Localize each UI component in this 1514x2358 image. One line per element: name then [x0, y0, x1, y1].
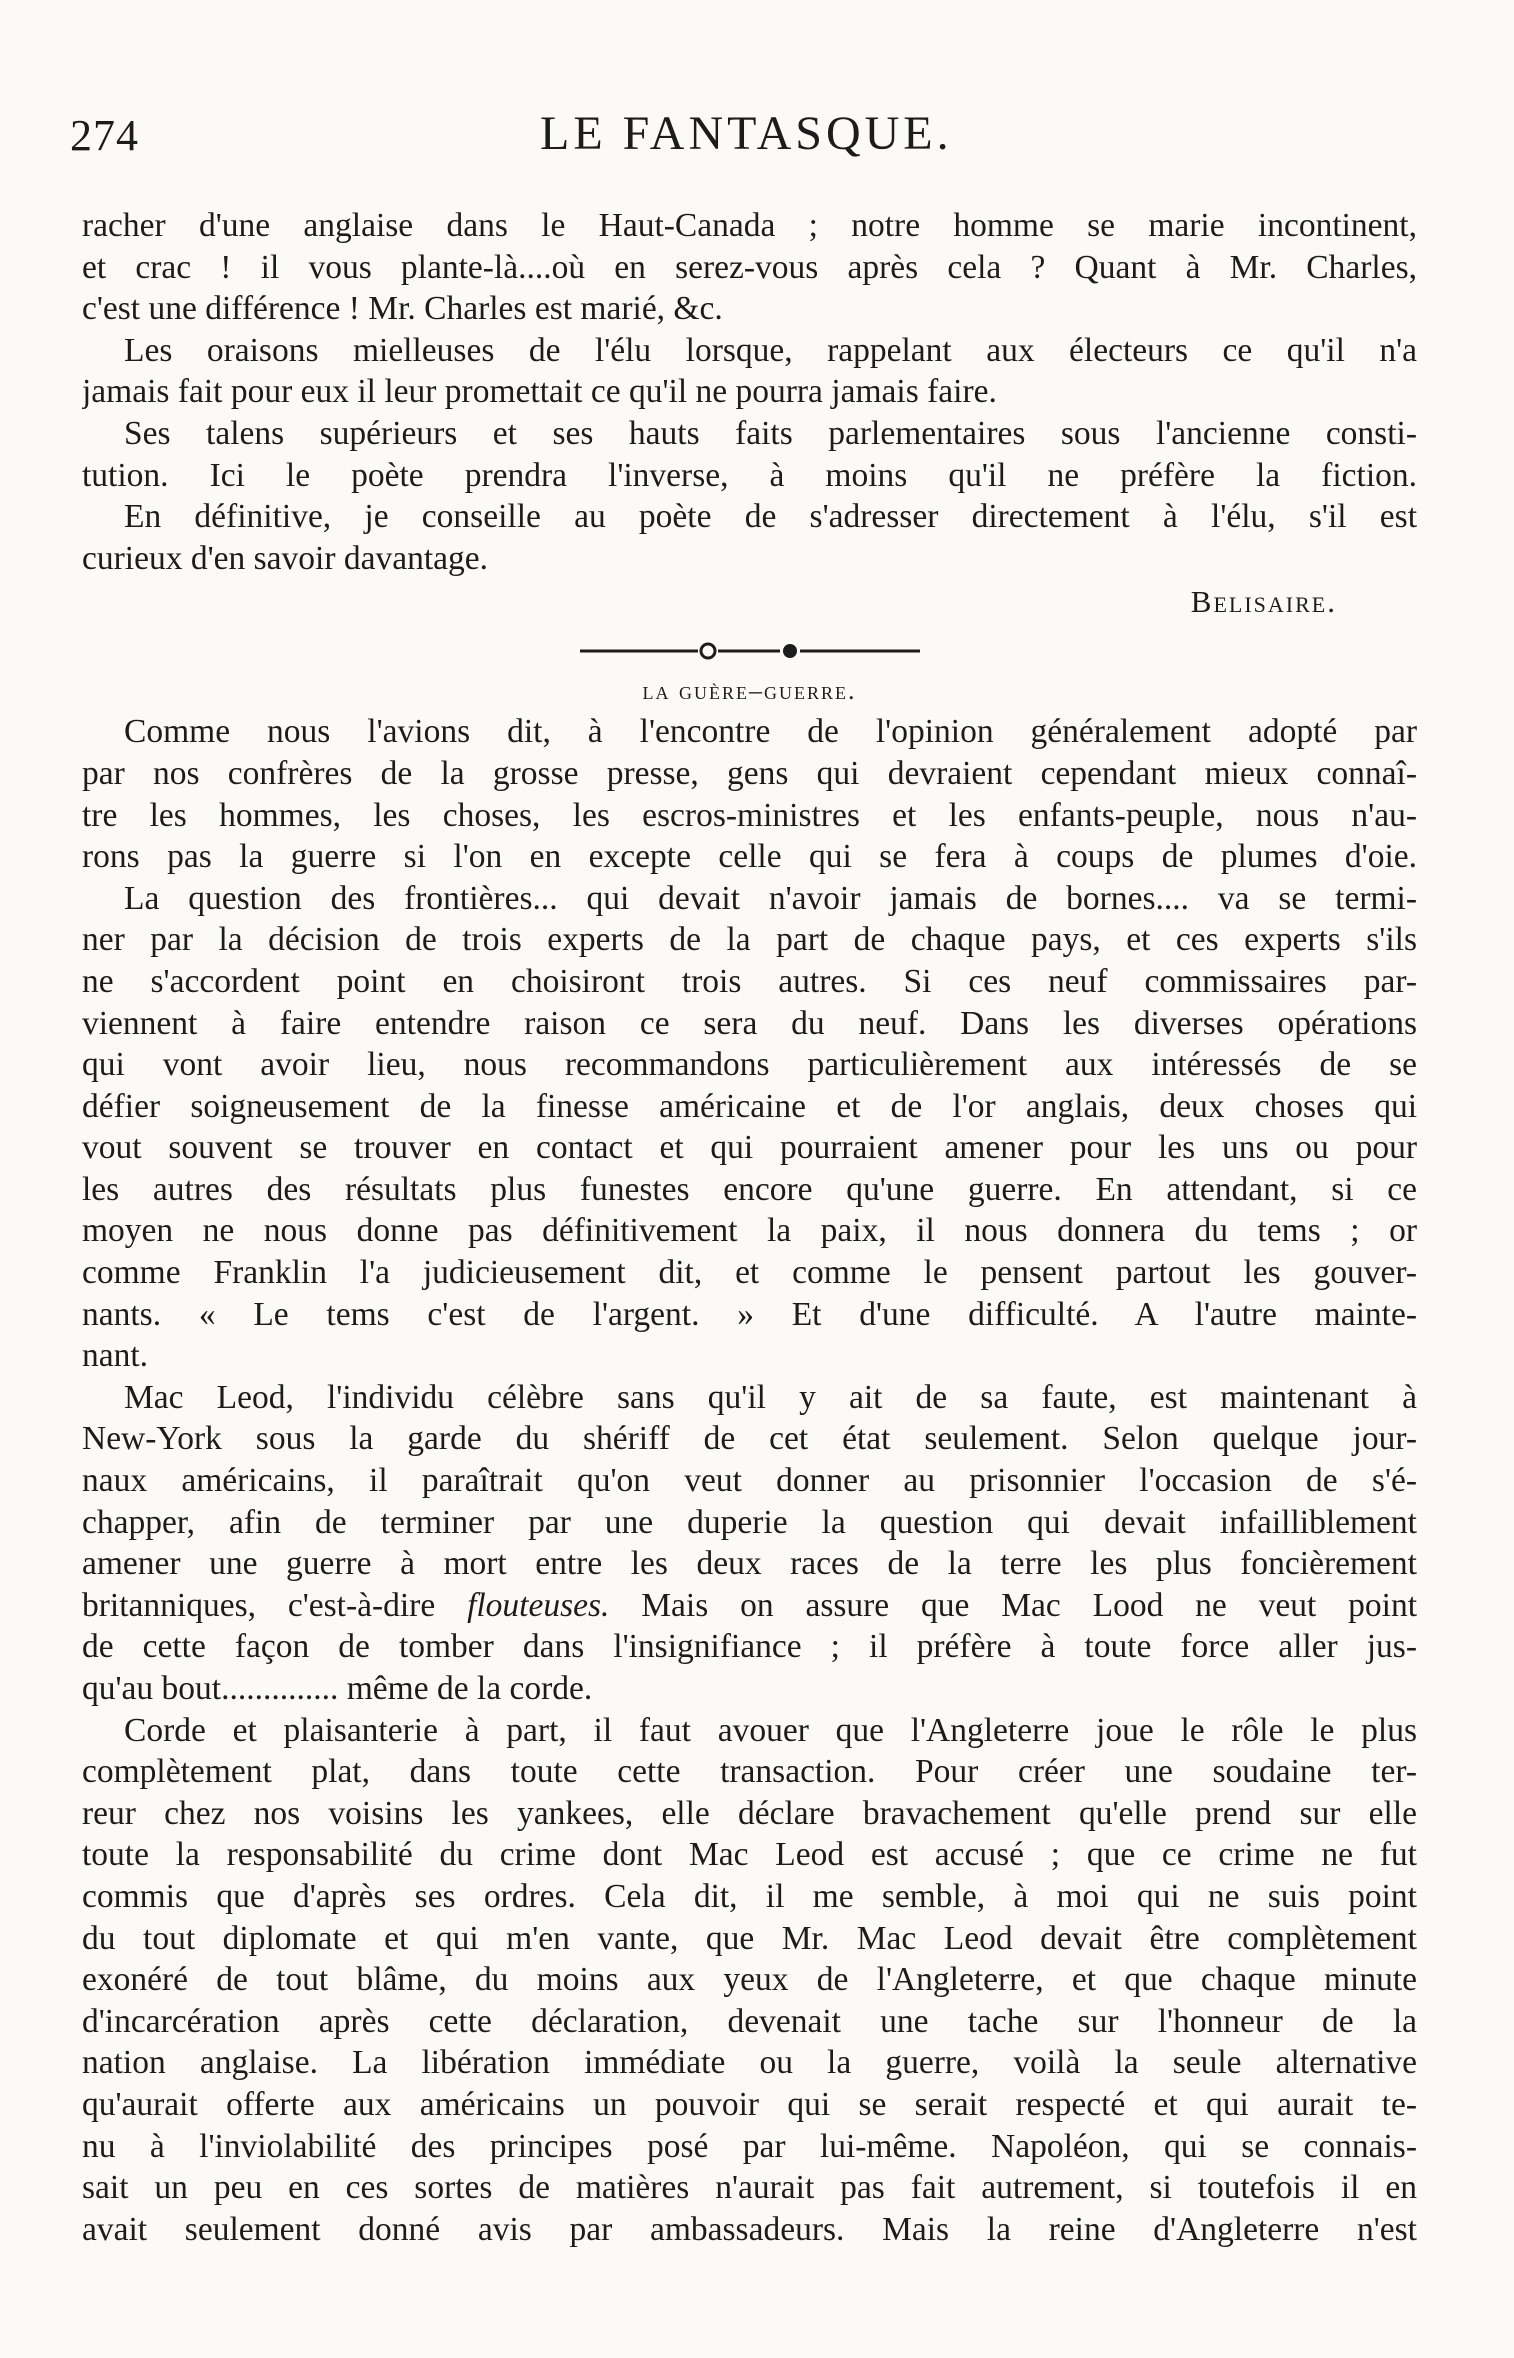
text-line: [82, 1585, 1417, 1627]
text-line: commis que d'après ses ordres. Cela dit, il me semble, à moi qui ne suis point: [82, 1877, 1417, 1915]
text-line: curieux d'en savoir davantage.: [82, 539, 489, 577]
text-line: ner par la décision de trois experts de la part de chaque pays, et ces experts s'ils: [82, 921, 1417, 959]
text-line: jamais fait pour eux il leur promettait ce qu'il ne pourra jamais faire.: [82, 373, 997, 411]
text-line: tre les hommes, les choses, les escros-ministres et les enfants-peuple, nous n'au-: [82, 796, 1417, 834]
page-header: [70, 107, 1430, 170]
italic-word: flouteuses.: [467, 1586, 610, 1624]
text-line: chapper, afin de terminer par une duperie la question qui devait infailliblement: [82, 1503, 1417, 1541]
text-fragment: Mais on assure que Mac Lood ne veut point: [609, 1586, 1417, 1624]
text-line: Les oraisons mielleuses de l'élu lorsque, rappelant aux électeurs ce qu'il n'a: [124, 331, 1417, 369]
text-line: nants. « Le tems c'est de l'argent. » Et d'une difficulté. A l'autre mainte-: [82, 1295, 1417, 1333]
text-line: Corde et plaisanterie à part, il faut avouer que l'Angleterre joue le rôle le plus: [124, 1711, 1417, 1749]
text-line: d'incarcération après cette déclaration, devenait une tache sur l'honneur de la: [82, 2002, 1417, 2040]
text-line: tution. Ici le poète prendra l'inverse, à moins qu'il ne préfère la fiction.: [82, 456, 1417, 494]
section-ornament: [82, 635, 1417, 669]
text-line: Comme nous l'avions dit, à l'encontre de l'opinion généralement adopté par: [124, 713, 1417, 751]
text-line: naux américains, il paraîtrait qu'on veut donner au prisonnier l'occasion de s'é-: [82, 1462, 1417, 1500]
signature: Belisaire.: [1190, 584, 1337, 620]
text-line: comme Franklin l'a judicieusement dit, et comme le pensent partout les gouver-: [82, 1254, 1417, 1292]
text-line: New-York sous la garde du shériff de cet état seulement. Selon quelque jour-: [82, 1420, 1417, 1458]
text-line: les autres des résultats plus funestes encore qu'une guerre. En attendant, si ce: [82, 1170, 1417, 1208]
text-line: défier soigneusement de la finesse américaine et de l'or anglais, deux choses qui: [82, 1087, 1417, 1125]
text-line: La question des frontières... qui devait n'avoir jamais de bornes.... va se termi-: [124, 879, 1417, 917]
text-line: c'est une différence ! Mr. Charles est marié, &c.: [82, 290, 723, 328]
body-text: [82, 205, 1417, 2250]
text-fragment: britanniques, c'est-à-dire: [82, 1586, 468, 1624]
page-number: 274: [70, 111, 139, 160]
text-line: toute la responsabilité du crime dont Mac Leod est accusé ; que ce crime ne fut: [82, 1836, 1417, 1874]
text-line: reur chez nos voisins les yankees, elle déclare bravachement qu'elle prend sur elle: [82, 1794, 1417, 1832]
text-line: nation anglaise. La libération immédiate ou la guerre, voilà la seule alternative: [82, 2044, 1417, 2082]
text-line: complètement plat, dans toute cette transaction. Pour créer une soudaine ter-: [82, 1753, 1417, 1791]
text-line: ne s'accordent point en choisiront trois autres. Si ces neuf commissaires par-: [82, 962, 1417, 1000]
text-line: moyen ne nous donne pas définitivement la paix, il nous donnera du tems ; or: [82, 1212, 1417, 1250]
text-line: nant.: [82, 1337, 149, 1375]
text-line: qu'aurait offerte aux américains un pouvoir qui se serait respecté et qui aurait te-: [82, 2085, 1417, 2123]
running-title: LE FANTASQUE.: [540, 107, 953, 160]
text-line: qu'au bout.............. même de la corde.: [82, 1670, 593, 1707]
text-line: vout souvent se trouver en contact et qui pourraient amener pour les uns ou pour: [82, 1129, 1417, 1167]
text-line: par nos confrères de la grosse presse, gens qui devraient cependant mieux connaî-: [82, 754, 1417, 792]
ornament-rule-icon: [580, 636, 920, 666]
text-line: de cette façon de tomber dans l'insignifiance ; il préfère à toute force aller jus-: [82, 1628, 1417, 1666]
text-line: du tout diplomate et qui m'en vante, que Mr. Mac Leod devait être complètement: [82, 1919, 1417, 1957]
section-title: la guère–guerre.: [642, 676, 857, 706]
text-line: avait seulement donné avis par ambassadeurs. Mais la reine d'Angleterre n'est: [82, 2210, 1417, 2248]
text-line: viennent à faire entendre raison ce sera du neuf. Dans les diverses opérations: [82, 1004, 1417, 1042]
text-line: rons pas la guerre si l'on en excepte celle qui se fera à coups de plumes d'oie.: [82, 838, 1417, 876]
text-line: exonéré de tout blâme, du moins aux yeux de l'Angleterre, et que chaque minute: [82, 1961, 1417, 1999]
text-line: Ses talens supérieurs et ses hauts faits parlementaires sous l'ancienne consti-: [124, 414, 1417, 452]
text-line: nu à l'inviolabilité des principes posé par lui-même. Napoléon, qui se connais-: [82, 2127, 1417, 2165]
text-line: Mac Leod, l'individu célèbre sans qu'il y ait de sa faute, est maintenant à: [124, 1378, 1417, 1416]
text-line: amener une guerre à mort entre les deux races de la terre les plus foncièrement: [82, 1545, 1417, 1583]
text-line: En définitive, je conseille au poète de s'adresser directement à l'élu, s'il est: [124, 498, 1417, 536]
text-line: qui vont avoir lieu, nous recommandons particulièrement aux intéressés de se: [82, 1046, 1417, 1084]
text-line: racher d'une anglaise dans le Haut-Canada ; notre homme se marie incontinent,: [82, 207, 1417, 244]
text-line: sait un peu en ces sortes de matières n'aurait pas fait autrement, si toutefois il en: [82, 2169, 1417, 2207]
text-line: et crac ! il vous plante-là....où en serez-vous après cela ? Quant à Mr. Charles,: [82, 248, 1417, 286]
